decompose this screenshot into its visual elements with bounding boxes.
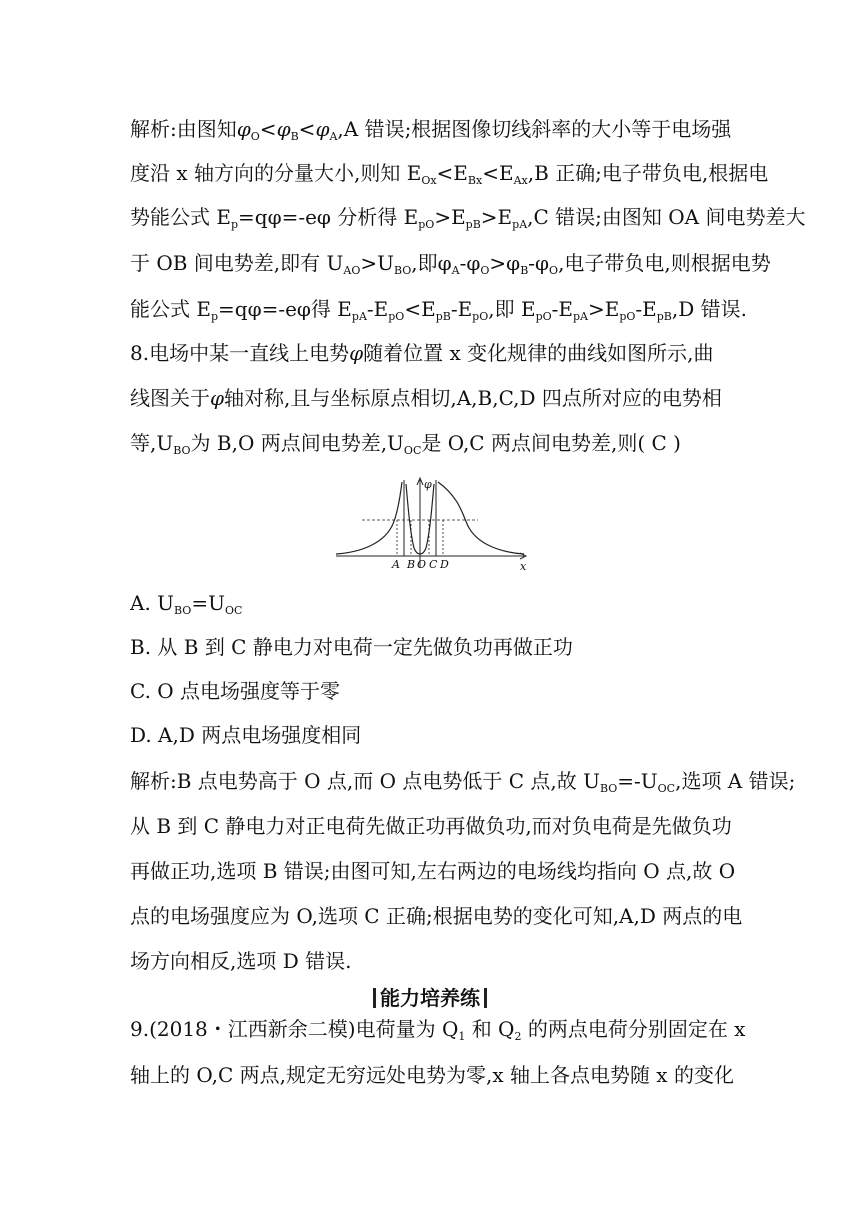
point-label-c: C: [429, 558, 438, 571]
point-label-b: B: [407, 558, 416, 571]
question8-line2: 线图关于φ轴对称,且与坐标原点相切,A,B,C,D 四点所对应的电势相: [130, 386, 722, 410]
solution7-line5: 能公式 $E_p=q\varphi=-e\varphi$得 $E_{pA}-E_{pO}<E_{pB}-E_{pO}$,即 $E_{pO}-E_{pA}>E_{pO}-E_{pB},D$ 错误.: [130, 297, 747, 323]
option-b: B. 从 B 到 C 静电力对电荷一定先做负功再做正功: [130, 635, 573, 659]
option-c: C. O 点电场强度等于零: [130, 679, 341, 703]
solution7-line4: 于 OB 间电势差,即有 $U_{AO}>U_{BO}$,即$\varphi_A-\varphi_O>\varphi_B-\varphi_O$,电子带负电,则根据电势: [130, 251, 771, 277]
solution7-line2: 度沿 x 轴方向的分量大小,则知 $E_{Ox}<E_{Bx}<E_{Ax},B$ 正确;电子带负电,根据电: [130, 161, 769, 187]
solution7-line1: 解析:由图知$\varphi_O<\varphi_B<\varphi_A,A$ 错误;根据图像切线斜率的大小等于电场强: [130, 117, 732, 143]
point-label-a: A: [392, 558, 400, 571]
potential-curve-figure: [334, 476, 530, 577]
question8-line3: 等$,U_{BO}$为 B,O 两点间电势差$,U_{OC}$是 O,C 两点间电势差,则( C ): [130, 431, 681, 457]
x-axis-label: x: [520, 560, 527, 572]
solution8-line5: 场方向相反,选项 D 错误.: [130, 949, 352, 973]
potential-curve-svg: [334, 476, 530, 572]
curve-right-outer: [438, 482, 524, 554]
solution8-line1: 解析:B 点电势高于 O 点,而 O 点电势低于 C 点,故 $U_{BO}=-U_{OC}$,选项 A 错误;: [130, 769, 796, 795]
solution8-line4: 点的电场强度应为 O,选项 C 正确;根据电势的变化可知,A,D 两点的电: [130, 904, 743, 928]
question8-line1: 8.电场中某一直线上电势φ随着位置 x 变化规律的曲线如图所示,曲: [130, 341, 714, 365]
solution7-line3: 势能公式 $E_p=q\varphi=-e\varphi$ 分析得 $E_{pO}>E_{pB}>E_{pA},C$ 错误;由图知 OA 间电势差大: [130, 205, 806, 231]
y-axis-label: φ: [424, 478, 432, 491]
solution8-line2: 从 B 到 C 静电力对正电荷先做正功再做负功,而对负电荷是先做负功: [130, 814, 732, 838]
heading-right-bar: [484, 988, 487, 1008]
point-label-d: D: [440, 558, 449, 571]
solution8-line3: 再做正功,选项 B 错误;由图可知,左右两边的电场线均指向 O 点,故 O: [130, 859, 736, 883]
heading-left-bar: [373, 988, 376, 1008]
section-heading: [0, 982, 860, 1011]
question9-line1: 9.(2018・江西新余二模)电荷量为 $Q_1$ 和 $Q_2$ 的两点电荷分别固定在 x: [130, 1017, 746, 1043]
section-heading-text: 能力培养练: [380, 986, 480, 1010]
point-label-o: O: [417, 558, 427, 571]
option-a: A. $U_{BO}=U_{OC}$: [130, 591, 243, 617]
curve-left-outer: [336, 482, 402, 554]
option-d: D. A,D 两点电场强度相同: [130, 723, 362, 747]
question9-line2: 轴上的 O,C 两点,规定无穷远处电势为零,x 轴上各点电势随 x 的变化: [130, 1063, 734, 1087]
